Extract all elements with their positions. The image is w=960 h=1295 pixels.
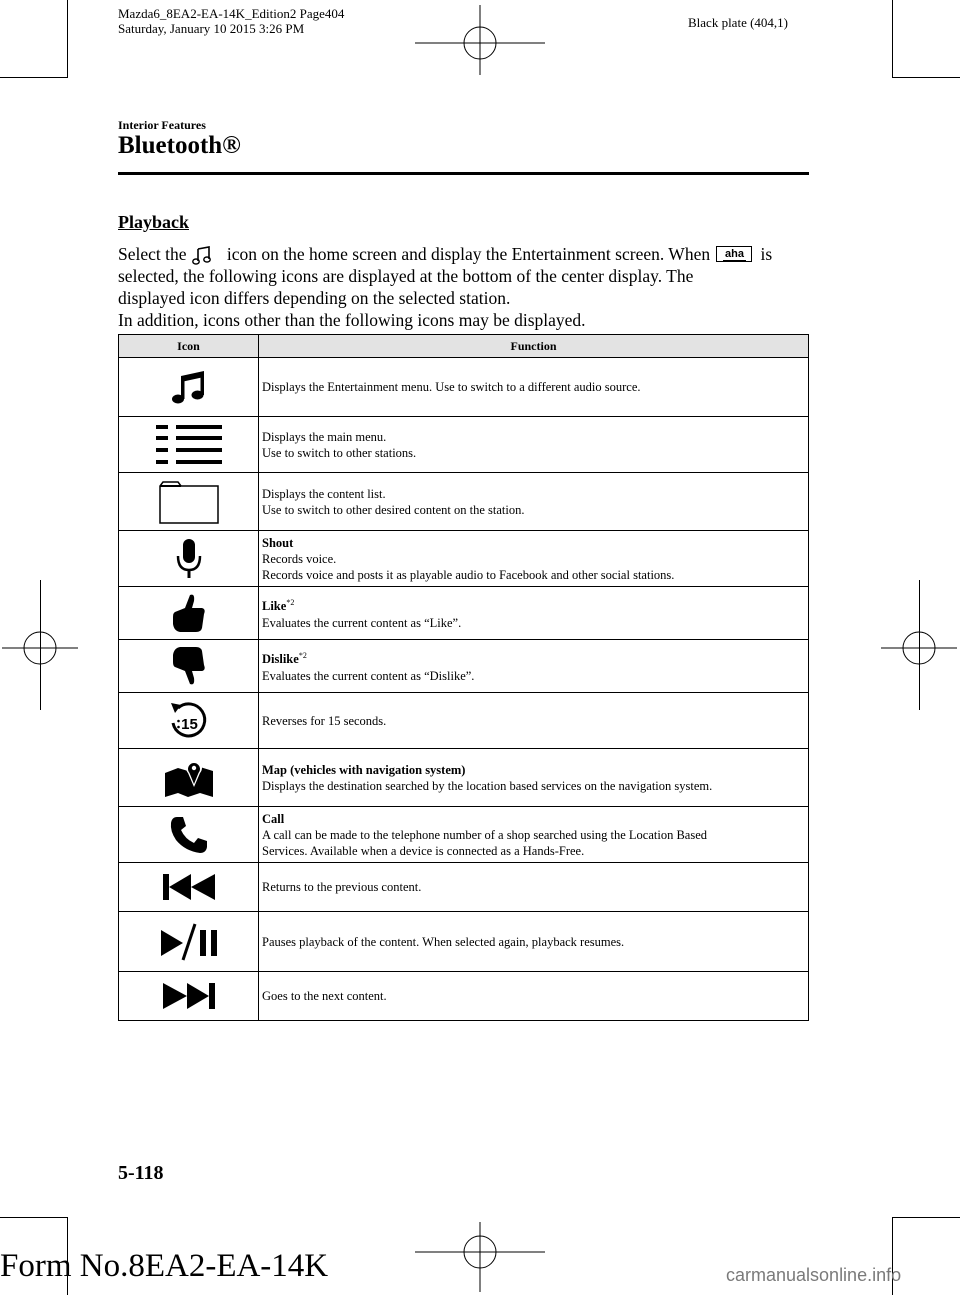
table-row (119, 972, 809, 1021)
icon-function-table (118, 334, 809, 1021)
table-row (119, 693, 809, 749)
table-function-cell (259, 531, 809, 587)
registration-mark-icon (2, 610, 78, 686)
table-icon-cell (119, 749, 259, 807)
function-text: Displays the main menu. (262, 429, 387, 444)
function-text: Displays the destination searched by the location based services on the navigation system. (262, 778, 713, 793)
function-title: Shout (262, 535, 294, 550)
table-function-cell (259, 972, 809, 1021)
print-timestamp: Saturday, January 10 2015 3:26 PM (118, 21, 305, 36)
table-function-cell (259, 358, 809, 417)
thumbs-up-icon (171, 592, 207, 634)
table-row (119, 749, 809, 807)
registration-mark-icon (415, 5, 545, 75)
function-text: Records voice and posts it as playable audio to Facebook and other social stations. (262, 567, 675, 582)
table-icon-cell (119, 473, 259, 531)
table-function-cell (259, 807, 809, 863)
folder-icon (159, 480, 219, 524)
function-text: Returns to the previous content. (262, 880, 422, 894)
registration-mark-icon (881, 610, 957, 686)
table-icon-cell (119, 807, 259, 863)
form-number: Form No.8EA2-EA-14K (0, 1248, 329, 1284)
table-function-cell (259, 693, 809, 749)
music-note-icon (169, 367, 209, 407)
aha-label: aha (724, 248, 744, 260)
column-header-function: Function (259, 335, 809, 358)
chapter-title: Bluetooth® (118, 132, 241, 159)
rewind-15-icon (167, 699, 211, 743)
table-row (119, 640, 809, 693)
crop-mark (892, 77, 960, 78)
aha-icon (716, 246, 752, 262)
crop-mark (892, 0, 893, 78)
table-row (119, 473, 809, 531)
page-number: 5-118 (118, 1162, 164, 1184)
intro-line: In addition, icons other than the following icons may be displayed. (118, 310, 586, 330)
table-function-cell (259, 749, 809, 807)
function-text: Evaluates the current content as “Like”. (262, 615, 462, 630)
table-function-cell (259, 417, 809, 473)
intro-text: Select the (118, 244, 187, 264)
doc-id: Mazda6_8EA2-EA-14K_Edition2 Page404 (118, 6, 345, 21)
table-row (119, 531, 809, 587)
table-row (119, 417, 809, 473)
footnote-marker: *2 (298, 651, 307, 661)
playback-heading: Playback (118, 212, 190, 232)
thumbs-down-icon (171, 645, 207, 687)
function-title: Call (262, 811, 285, 826)
function-text: Displays the content list. (262, 486, 386, 501)
function-title: Map (vehicles with navigation system) (262, 762, 466, 777)
menu-list-icon (156, 424, 222, 466)
table-icon-cell (119, 587, 259, 640)
function-text: Use to switch to other desired content on the station. (262, 502, 525, 517)
map-pin-icon (164, 757, 214, 799)
table-row (119, 587, 809, 640)
skip-forward-icon (161, 981, 217, 1011)
print-metadata (118, 6, 344, 36)
function-text: Evaluates the current content as “Dislike”. (262, 668, 475, 683)
registration-mark-icon (415, 1222, 545, 1292)
function-title: Like (262, 599, 287, 614)
table-function-cell (259, 587, 809, 640)
function-text: Goes to the next content. (262, 989, 387, 1003)
skip-back-icon (161, 872, 217, 902)
function-title: Dislike (262, 652, 299, 667)
table-icon-cell (119, 531, 259, 587)
intro-text: is (760, 244, 773, 264)
table-icon-cell (119, 972, 259, 1021)
music-note-icon (191, 246, 213, 266)
table-row (119, 912, 809, 972)
table-function-cell (259, 473, 809, 531)
intro-text: icon on the home screen and display the Entertainment screen. When (226, 244, 711, 264)
play-pause-icon (159, 922, 219, 962)
table-row (119, 863, 809, 912)
intro-line: selected, the following icons are displayed at the bottom of the center display. The (118, 266, 694, 286)
table-row (119, 807, 809, 863)
section-title: Interior Features (118, 118, 206, 132)
crop-mark (67, 0, 68, 78)
function-text: Reverses for 15 seconds. (262, 713, 387, 728)
watermark: carmanualsonline.info (726, 1265, 902, 1285)
crop-mark (0, 77, 68, 78)
table-row (119, 358, 809, 417)
function-text: Pauses playback of the content. When selected again, playback resumes. (262, 934, 625, 949)
plate-label: Black plate (404,1) (688, 15, 788, 30)
phone-icon (169, 815, 209, 855)
table-function-cell (259, 640, 809, 693)
table-icon-cell (119, 358, 259, 417)
table-icon-cell (119, 863, 259, 912)
header-rule (118, 172, 809, 175)
table-icon-cell (119, 912, 259, 972)
intro-line (118, 243, 772, 266)
crop-mark (0, 1217, 68, 1218)
table-function-cell (259, 863, 809, 912)
footnote-marker: *2 (286, 598, 295, 608)
rewind-15-label: 15 (180, 715, 198, 733)
column-header-icon: Icon (119, 335, 259, 358)
table-icon-cell (119, 693, 259, 749)
table-icon-cell (119, 640, 259, 693)
function-text: Records voice. (262, 551, 337, 566)
crop-mark (892, 1217, 960, 1218)
table-icon-cell (119, 417, 259, 473)
table-function-cell (259, 912, 809, 972)
function-text: A call can be made to the telephone number of a shop searched using the Location Based (262, 827, 707, 842)
function-text: Use to switch to other stations. (262, 445, 417, 460)
table-header-row (119, 335, 809, 358)
intro-line: displayed icon differs depending on the selected station. (118, 288, 511, 308)
microphone-icon (175, 538, 203, 580)
function-text: Services. Available when a device is connected as a Hands-Free. (262, 843, 585, 858)
function-text: Displays the Entertainment menu. Use to switch to a different audio source. (262, 380, 641, 394)
